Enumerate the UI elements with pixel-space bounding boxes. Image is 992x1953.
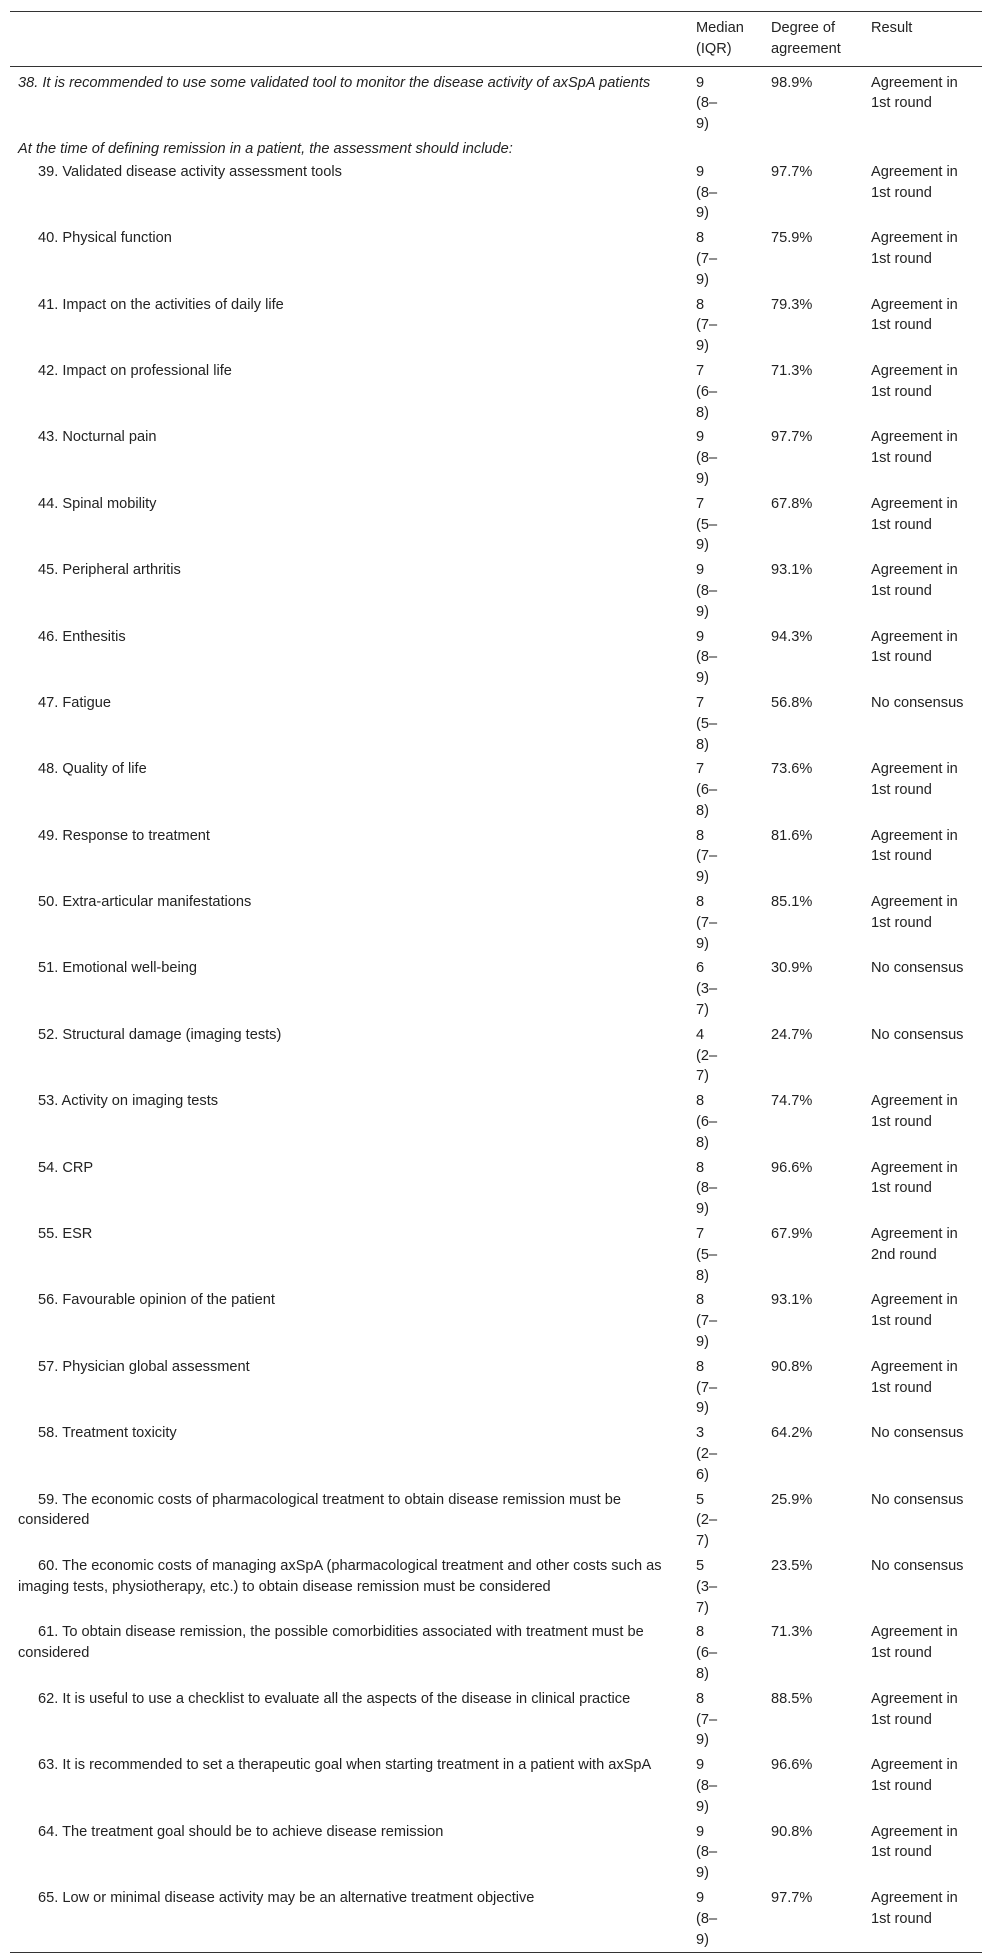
row-median: 7 (5–9) xyxy=(696,495,718,554)
section-heading-row xyxy=(10,137,982,160)
header-median: Median (IQR) xyxy=(696,20,744,57)
row-statement: 47. Fatigue xyxy=(38,694,112,711)
row-agreement: 85.1% xyxy=(771,894,813,911)
row-result: Agreement in 1st round xyxy=(871,362,958,400)
table-row xyxy=(10,890,982,956)
row-median: 8 (7–9) xyxy=(696,1358,718,1417)
table-row xyxy=(10,1222,982,1288)
row-median: 6 (3–7) xyxy=(696,960,718,1019)
row-median: 9 (8–9) xyxy=(696,1757,718,1815)
row-statement: 65. Low or minimal disease activity may be an alternative treatment objective xyxy=(38,1889,535,1906)
table-row xyxy=(10,359,982,425)
row-median: 8 (7–9) xyxy=(696,1292,718,1351)
row-result: Agreement in 1st round xyxy=(871,296,958,334)
row-result: Agreement in 1st round xyxy=(871,1159,958,1197)
row-result: Agreement in 1st round xyxy=(871,495,958,533)
row-median: 7 (5–8) xyxy=(696,694,718,753)
header-statement xyxy=(10,12,688,67)
row-agreement: 94.3% xyxy=(771,628,813,645)
table-row xyxy=(10,757,982,823)
table-header-row xyxy=(10,12,982,67)
row-result: Agreement in 1st round xyxy=(871,74,958,112)
row-statement: 52. Structural damage (imaging tests) xyxy=(38,1026,282,1043)
table-row-38 xyxy=(10,66,982,137)
row-statement: 50. Extra-articular manifestations xyxy=(38,894,252,911)
row-statement: 63. It is recommended to set a therapeutic goal when starting treatment in a patient with axSpA xyxy=(38,1757,652,1774)
row-statement: 41. Impact on the activities of daily life xyxy=(38,296,284,313)
row-median: 7 (6–8) xyxy=(696,761,718,819)
row-statement: 45. Peripheral arthritis xyxy=(38,562,181,579)
row-agreement: 97.7% xyxy=(771,1889,813,1906)
table-row xyxy=(10,1620,982,1686)
row-agreement: 71.3% xyxy=(771,1624,813,1641)
table-row xyxy=(10,1820,982,1886)
row-agreement: 64.2% xyxy=(771,1425,813,1442)
row-statement: 53. Activity on imaging tests xyxy=(38,1093,219,1110)
row-agreement: 30.9% xyxy=(771,960,813,977)
row-median: 8 (7–9) xyxy=(696,827,718,886)
row-result: Agreement in 1st round xyxy=(871,761,958,799)
row-result: Agreement in 1st round xyxy=(871,1292,958,1330)
row-result: Agreement in 2nd round xyxy=(871,1226,958,1263)
row-statement: 64. The treatment goal should be to achieve disease remission xyxy=(38,1823,444,1840)
row-median: 7 (5–8) xyxy=(696,1226,718,1284)
row-agreement: 97.7% xyxy=(771,163,813,180)
row-agreement: 73.6% xyxy=(771,761,813,778)
row-agreement: 71.3% xyxy=(771,362,813,379)
row-result: No consensus xyxy=(871,1425,964,1442)
row-result: Agreement in 1st round xyxy=(871,1624,958,1662)
row-agreement: 93.1% xyxy=(771,1292,813,1309)
table-row xyxy=(10,625,982,691)
row-statement: 49. Response to treatment xyxy=(38,827,210,844)
row-agreement: 75.9% xyxy=(771,230,813,247)
row-statement: 54. CRP xyxy=(38,1159,94,1176)
row-median: 8 (8–9) xyxy=(696,1159,718,1218)
table-row xyxy=(10,1288,982,1354)
row-result: Agreement in 1st round xyxy=(871,628,958,666)
row-result: Agreement in 1st round xyxy=(871,1823,958,1861)
table-row xyxy=(10,425,982,491)
row-agreement: 81.6% xyxy=(771,827,813,844)
table-row xyxy=(10,1488,982,1554)
row-median: 9 (8–9) xyxy=(696,74,718,133)
row-statement: 43. Nocturnal pain xyxy=(38,429,157,446)
row-median: 9 (8–9) xyxy=(696,1823,718,1882)
row-agreement: 90.8% xyxy=(771,1358,813,1375)
row-agreement: 67.8% xyxy=(771,495,813,512)
row-median: 4 (2–7) xyxy=(696,1026,718,1085)
row-statement: 46. Enthesitis xyxy=(38,628,126,645)
row-result: Agreement in 1st round xyxy=(871,1358,958,1396)
table-row xyxy=(10,691,982,757)
row-median: 9 (8–9) xyxy=(696,429,718,487)
row-statement: 59. The economic costs of pharmacological treatment to obtain disease remission must be considered xyxy=(18,1491,621,1529)
row-result: Agreement in 1st round xyxy=(871,1757,958,1794)
row-statement: 48. Quality of life xyxy=(38,761,147,778)
row-agreement: 79.3% xyxy=(771,296,813,313)
row-median: 9 (8–9) xyxy=(696,562,718,620)
row-agreement: 74.7% xyxy=(771,1093,813,1110)
table-row xyxy=(10,1554,982,1620)
table-row xyxy=(10,1886,982,1953)
table-row xyxy=(10,1753,982,1819)
row-result: Agreement in 1st round xyxy=(871,1889,958,1927)
row-statement: 60. The economic costs of managing axSpA (pharmacological treatment and other costs such as imaging tests, physiotherapy, etc.) to obtain disease remission must be considered xyxy=(18,1557,662,1595)
row-median: 8 (7–9) xyxy=(696,230,718,288)
row-statement: 44. Spinal mobility xyxy=(38,495,157,512)
row-agreement: 96.6% xyxy=(771,1159,813,1176)
row-agreement: 88.5% xyxy=(771,1690,813,1707)
row-median: 5 (3–7) xyxy=(696,1557,718,1616)
row-statement: 42. Impact on professional life xyxy=(38,362,232,379)
table-row xyxy=(10,1355,982,1421)
row-result: No consensus xyxy=(871,960,964,977)
table-row xyxy=(10,558,982,624)
row-statement: 56. Favourable opinion of the patient xyxy=(38,1292,275,1309)
table-row xyxy=(10,1089,982,1155)
row-median: 9 (8–9) xyxy=(696,1889,718,1948)
table-row xyxy=(10,1421,982,1487)
header-result: Result xyxy=(871,20,913,36)
row-median: 8 (7–9) xyxy=(696,1690,718,1749)
section-heading: At the time of defining remission in a patient, the assessment should include: xyxy=(18,140,513,157)
row-statement: 58. Treatment toxicity xyxy=(38,1425,177,1442)
consensus-table xyxy=(10,11,982,1953)
row-result: Agreement in 1st round xyxy=(871,1093,958,1131)
row-result: No consensus xyxy=(871,1557,964,1574)
row-median: 7 (6–8) xyxy=(696,362,718,421)
row-agreement: 67.9% xyxy=(771,1226,813,1243)
row-statement: 55. ESR xyxy=(38,1226,93,1243)
row-median: 8 (6–8) xyxy=(696,1093,718,1151)
row-median: 5 (2–7) xyxy=(696,1491,718,1550)
row-result: Agreement in 1st round xyxy=(871,827,958,865)
row-agreement: 90.8% xyxy=(771,1823,813,1840)
row-agreement: 97.7% xyxy=(771,429,813,446)
row-agreement: 56.8% xyxy=(771,694,813,711)
row-median: 9 (8–9) xyxy=(696,163,718,222)
row-agreement: 96.6% xyxy=(771,1757,813,1774)
header-agreement: Degree of agreement xyxy=(771,20,841,57)
row-agreement: 25.9% xyxy=(771,1491,813,1508)
row-median: 3 (2–6) xyxy=(696,1425,718,1483)
table-row xyxy=(10,956,982,1022)
table-row xyxy=(10,160,982,226)
row-result: Agreement in 1st round xyxy=(871,163,958,201)
row-statement: 62. It is useful to use a checklist to evaluate all the aspects of the disease in clinical practice xyxy=(38,1690,631,1707)
row-statement: 40. Physical function xyxy=(38,230,172,247)
row-result: Agreement in 1st round xyxy=(871,562,958,599)
row-result: Agreement in 1st round xyxy=(871,230,958,267)
table-row xyxy=(10,824,982,890)
row-agreement: 23.5% xyxy=(771,1557,813,1574)
table-row xyxy=(10,492,982,558)
table-row xyxy=(10,1687,982,1753)
row-statement: 39. Validated disease activity assessment tools xyxy=(38,163,342,180)
row-result: No consensus xyxy=(871,1491,964,1508)
row-agreement: 24.7% xyxy=(771,1026,813,1043)
row-statement: 38. It is recommended to use some validated tool to monitor the disease activity of axSpA patients xyxy=(18,74,651,91)
row-statement: 61. To obtain disease remission, the possible comorbidities associated with treatment must be considered xyxy=(18,1624,644,1662)
row-result: No consensus xyxy=(871,694,964,711)
row-result: No consensus xyxy=(871,1026,964,1043)
row-result: Agreement in 1st round xyxy=(871,894,958,931)
row-median: 8 (6–8) xyxy=(696,1624,718,1682)
row-agreement: 93.1% xyxy=(771,562,813,579)
row-agreement: 98.9% xyxy=(771,74,813,91)
table-row xyxy=(10,226,982,292)
row-median: 8 (7–9) xyxy=(696,894,718,952)
row-result: Agreement in 1st round xyxy=(871,429,958,467)
row-statement: 51. Emotional well-being xyxy=(38,960,197,977)
table-row xyxy=(10,1023,982,1089)
row-result: Agreement in 1st round xyxy=(871,1690,958,1728)
row-median: 9 (8–9) xyxy=(696,628,718,687)
table-row xyxy=(10,1156,982,1222)
row-statement: 57. Physician global assessment xyxy=(38,1358,250,1375)
row-median: 8 (7–9) xyxy=(696,296,718,355)
table-row xyxy=(10,293,982,359)
